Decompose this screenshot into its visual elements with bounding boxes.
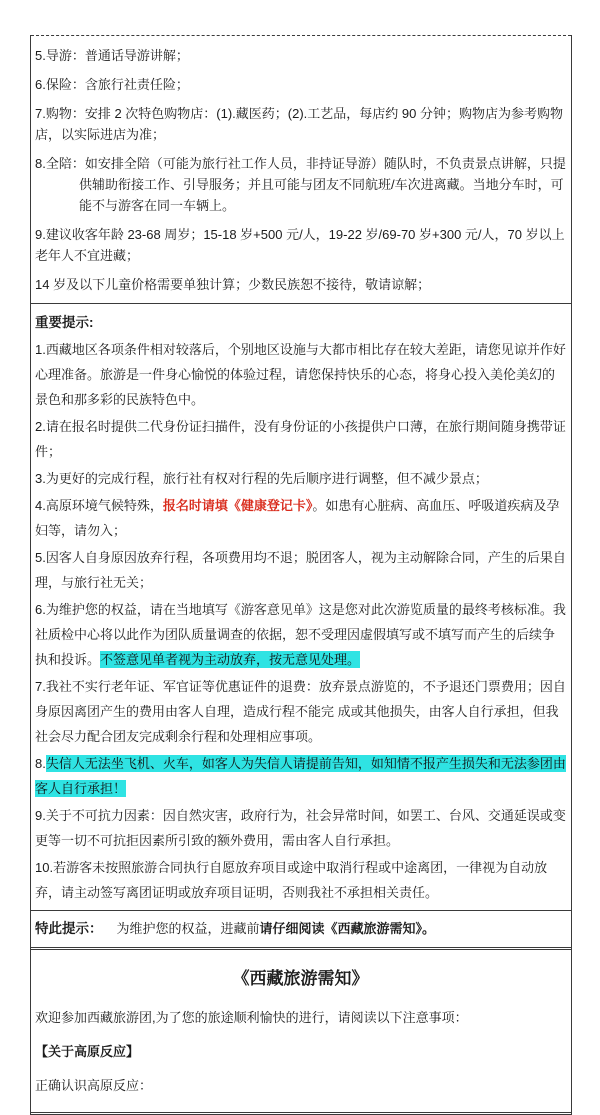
term-item-escort: [35, 153, 566, 216]
section-service-terms: [31, 35, 571, 304]
important-item-7: 7.我社不实行老年证、军官证等优惠证件的退费：放弃景点游览的，不予退还门票费用；因自身原因离团产生的费用由客人自理，造成行程不能完 成或其他损失，由客人自行承担，但我社会尽力配合团友完成剩余行程和处理相应事项。: [35, 679, 566, 744]
important-item-10: 10.若游客未按照旅游合同执行自愿放弃项目或途中取消行程或中途离团，一律视为自动放弃，请主动签写离团证明或放弃项目证明，否则我社不承担相关责任。: [35, 860, 548, 900]
important-item-4-post: 。如患有心脏病、高血压、呼吸道疾病及孕妇等，请勿入；: [35, 498, 560, 538]
important-item-6-pre: 6.为维护您的权益，请在当地填写《游客意见单》这是您对此次游览质量的最终考核标准。我社质检中心将以此作为团队质量调查的依据，恕不受理因虚假填写或不填写而产生的后续争执和投诉。: [35, 602, 566, 667]
special-note-label: 特此提示：: [35, 921, 103, 936]
important-item-4-pre: 4.高原环境气候特殊，: [35, 498, 163, 513]
special-note: [35, 919, 566, 939]
section-tibet-notice: [31, 950, 571, 1115]
important-item-8-num: 8.: [35, 756, 46, 771]
important-item-4: [35, 493, 566, 543]
notice-welcome: 欢迎参加西藏旅游团,为了您的旅途顺利愉快的进行，请阅读以下注意事项：: [35, 1010, 468, 1025]
important-item-5: 5.因客人自身原因放弃行程，各项费用均不退；脱团客人，视为主动解除合同，产生的后果自理，与旅行社无关；: [35, 550, 566, 590]
important-item-1: 1.西藏地区各项条件相对较落后，个别地区设施与大都市相比存在较大差距，请您见谅并作好心理准备。旅游是一件身心愉悦的体验过程，请您保持快乐的心态，将身心投入美伦美幻的景色和那多彩的民族特色中。: [35, 342, 566, 407]
opinion-form-highlight: 不签意见单者视为主动放弃，按无意见处理。: [100, 652, 361, 667]
term-escort-body: 如安排全陪（可能为旅行社工作人员，非持证导游）随队时，不负责景点讲解，只提供辅助衔接工作、引导服务；并且可能与团友不同航班/车次进离藏。当地分车时，可能不与游客在同一车辆上。: [79, 156, 566, 213]
important-item-8: [35, 751, 566, 801]
term-escort-lead: 8.全陪：: [35, 156, 85, 171]
term-item-age: 9.建议收客年龄 23-68 周岁；15-18 岁+500 元/人，19-22 岁/69-70 岁+300 元/人，70 岁以上老年人不宜进藏；: [35, 227, 565, 263]
section-important-notes: [31, 304, 571, 911]
discredited-person-highlight: 失信人无法坐飞机、火车，如客人为失信人请提前告知，如知情不报产生损失和无法参团由客人自行承担！: [35, 756, 566, 796]
health-card-warning: 报名时请填《健康登记卡》: [162, 498, 313, 513]
important-item-3: 3.为更好的完成行程，旅行社有权对行程的先后顺序进行调整，但不减少景点；: [35, 471, 488, 486]
section-special-note: [31, 911, 571, 950]
important-item-6: [35, 597, 566, 672]
special-note-text: 为维护您的权益，进藏前: [116, 921, 260, 936]
travel-notice-document: [30, 35, 572, 1115]
term-item-children: 14 岁及以下儿童价格需要单独计算；少数民族恕不接待，敬请谅解；: [35, 277, 431, 292]
term-item-guide: 5.导游：普通话导游讲解；: [35, 48, 189, 63]
notice-section-heading: 【关于高原反应】: [35, 1044, 140, 1059]
important-item-9: 9.关于不可抗力因素：因自然灾害，政府行为，社会异常时间，如罢工、台风、交通延误或变更等一切不可抗拒因素所引致的额外费用，需由客人自行承担。: [35, 808, 566, 848]
notice-title: 《西藏旅游需知》: [232, 969, 369, 988]
important-notes-heading: 重要提示:: [35, 315, 94, 330]
important-item-2: 2.请在报名时提供二代身份证扫描件，没有身份证的小孩提供户口薄，在旅行期间随身携带证件；: [35, 419, 566, 459]
special-note-text-bold: 请仔细阅读《西藏旅游需知》。: [259, 921, 436, 936]
term-item-shopping: 7.购物：安排 2 次特色购物店：(1).藏医药；(2).工艺品，每店约 90 分钟；购物店为参考购物店，以实际进店为准；: [35, 106, 563, 142]
term-item-insurance: 6.保险：含旅行社责任险；: [35, 77, 189, 92]
notice-body: 正确认识高原反应：: [35, 1078, 153, 1093]
